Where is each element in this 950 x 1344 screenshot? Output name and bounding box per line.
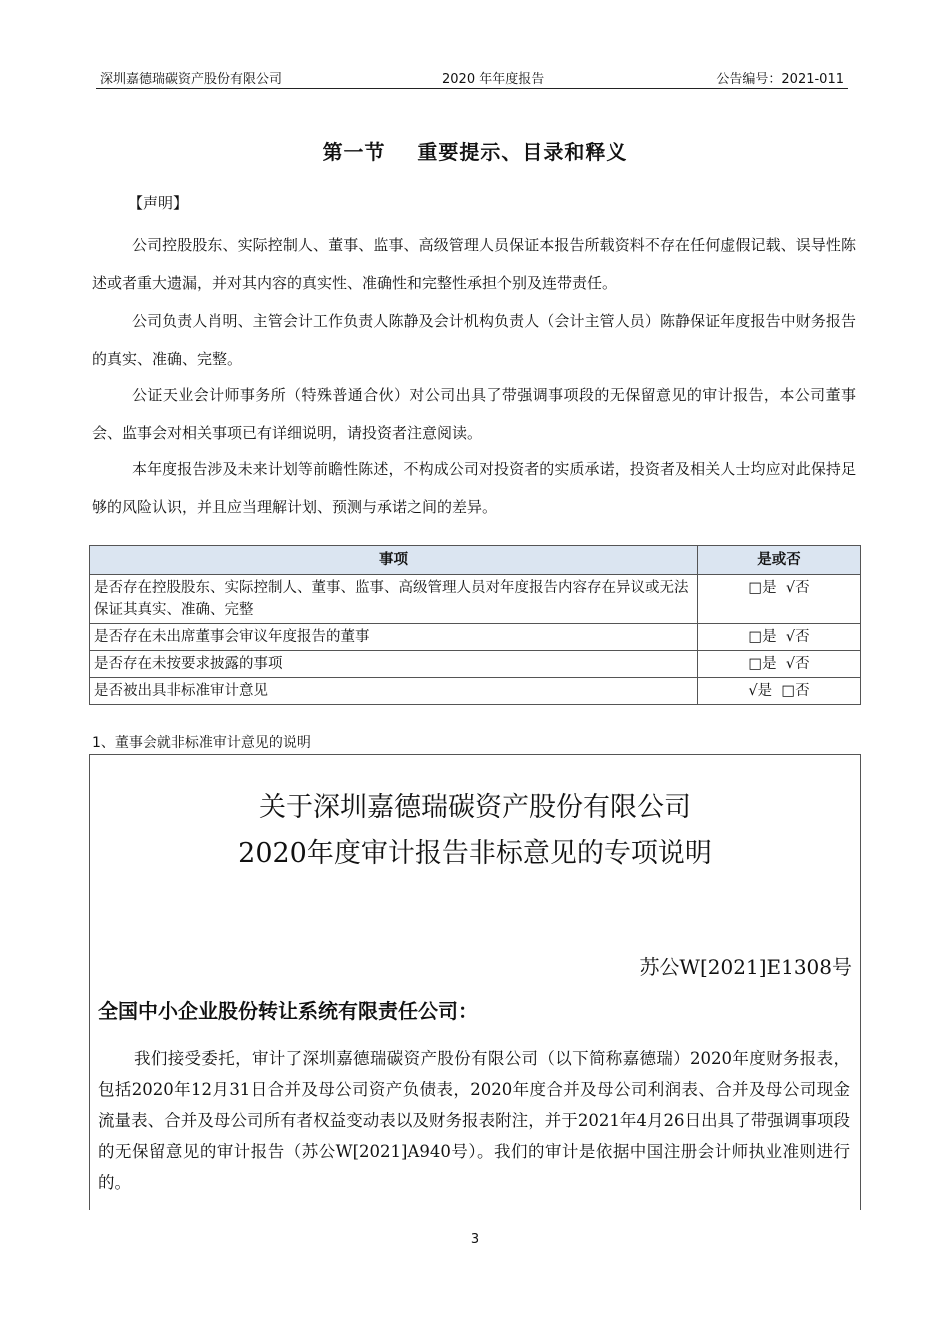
section-title: 第一节 重要提示、目录和释义 bbox=[322, 140, 628, 164]
table-cell-answer: √是 □否 bbox=[698, 678, 861, 705]
statement-addressee: 全国中小企业股份转让系统有限责任公司： bbox=[98, 999, 478, 1023]
declaration-paragraph: 公司控股股东、实际控制人、董事、监事、高级管理人员保证本报告所载资料不存在任何虚假记载、误导性陈述或者重大遗漏，并对其内容的真实性、准确性和完整性承担个别及连带责任。 bbox=[92, 236, 856, 292]
special-statement-box bbox=[89, 754, 861, 1210]
table-cell-item: 是否存在未出席董事会审议年度报告的董事 bbox=[90, 624, 698, 651]
table-row bbox=[90, 678, 861, 705]
table-row bbox=[90, 651, 861, 678]
statement-body: 我们接受委托，审计了深圳嘉德瑞碳资产股份有限公司（以下简称嘉德瑞）2020年度财务报表，包括2020年12月31日合并及母公司资产负债表，2020年度合并及母公司利润表、合并及母公司现金流量表、合并及母公司所有者权益变动表以及财务报表附注，并于2021年4月26日出具了带强调事项段的无保留意见的审计报告（苏公W[2021]A940号）。我们的审计是依据中国注册会计师执业准则进行的。 bbox=[98, 1049, 850, 1192]
declaration-paragraph: 公司负责人肖明、主管会计工作负责人陈静及会计机构负责人（会计主管人员）陈静保证年度报告中财务报告的真实、准确、完整。 bbox=[92, 312, 856, 368]
column-header-item: 事项 bbox=[90, 546, 698, 575]
table-header-row bbox=[90, 546, 861, 575]
table-cell-answer: □是 √否 bbox=[698, 624, 861, 651]
table-cell-item: 是否存在控股股东、实际控制人、董事、监事、高级管理人员对年度报告内容存在异议或无法保证其真实、准确、完整 bbox=[90, 575, 698, 624]
header-company: 深圳嘉德瑞碳资产股份有限公司 bbox=[100, 72, 283, 87]
declaration-paragraph: 公证天业会计师事务所（特殊普通合伙）对公司出具了带强调事项段的无保留意见的审计报告，本公司董事会、监事会对相关事项已有详细说明，请投资者注意阅读。 bbox=[92, 386, 856, 442]
statement-title-line2: 2020年度审计报告非标意见的专项说明 bbox=[238, 838, 712, 869]
header-report-title: 2020 年年度报告 bbox=[442, 72, 545, 87]
declaration-paragraph: 本年度报告涉及未来计划等前瞻性陈述，不构成公司对投资者的实质承诺，投资者及相关人士均应对此保持足够的风险认识，并且应当理解计划、预测与承诺之间的差异。 bbox=[92, 460, 856, 516]
statement-reference-number: 苏公W[2021]E1308号 bbox=[639, 955, 852, 979]
note-label: 1、董事会就非标准审计意见的说明 bbox=[92, 735, 311, 751]
confirmation-table bbox=[89, 545, 861, 705]
table-cell-item: 是否存在未按要求披露的事项 bbox=[90, 651, 698, 678]
table-row bbox=[90, 624, 861, 651]
table-row bbox=[90, 575, 861, 624]
statement-title-line1: 关于深圳嘉德瑞碳资产股份有限公司 bbox=[259, 792, 691, 823]
table-cell-item: 是否被出具非标准审计意见 bbox=[90, 678, 698, 705]
page-header bbox=[96, 66, 848, 89]
declaration-heading: 【声明】 bbox=[128, 194, 189, 212]
header-announcement-no: 公告编号：2021-011 bbox=[716, 72, 844, 87]
page-number: 3 bbox=[470, 1232, 480, 1247]
table-cell-answer: □是 √否 bbox=[698, 651, 861, 678]
column-header-answer: 是或否 bbox=[698, 546, 861, 575]
table-cell-answer: □是 √否 bbox=[698, 575, 861, 624]
